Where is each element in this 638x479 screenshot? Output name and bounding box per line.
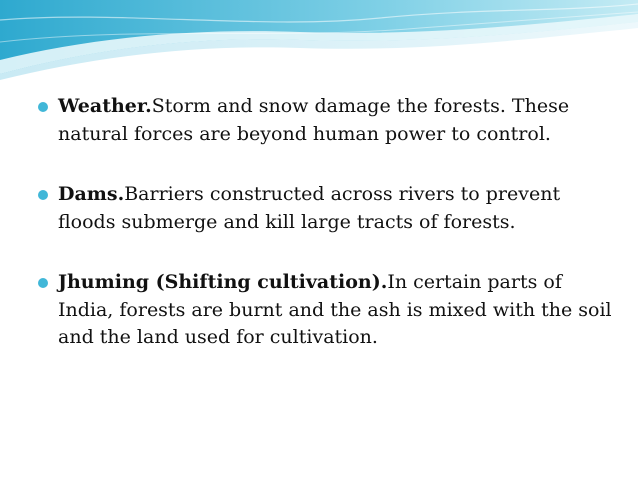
bullet-term: Jhuming (Shifting cultivation).: [58, 271, 388, 293]
bullet-text: Storm and snow damage the forests. These natural forces are beyond human power to control.: [58, 95, 570, 145]
bullet-text: Barriers constructed across rivers to prevent floods submerge and kill large tracts of forests.: [58, 183, 561, 233]
bullet-dot-icon: [38, 190, 48, 200]
bullet-item-dams: [38, 181, 613, 236]
bullet-term: Dams.: [58, 183, 125, 205]
bullet-dot-icon: [38, 278, 48, 288]
bullet-list: [38, 93, 613, 352]
bullet-term: Weather.: [58, 95, 152, 117]
bullet-item-weather: [38, 93, 613, 148]
wave-header-decoration: [0, 0, 638, 80]
bullet-dot-icon: [38, 102, 48, 112]
bullet-item-jhuming: [38, 269, 613, 352]
bullet-text: In certain parts of India, forests are burnt and the ash is mixed with the soil and the land used for cultivation.: [58, 271, 612, 348]
